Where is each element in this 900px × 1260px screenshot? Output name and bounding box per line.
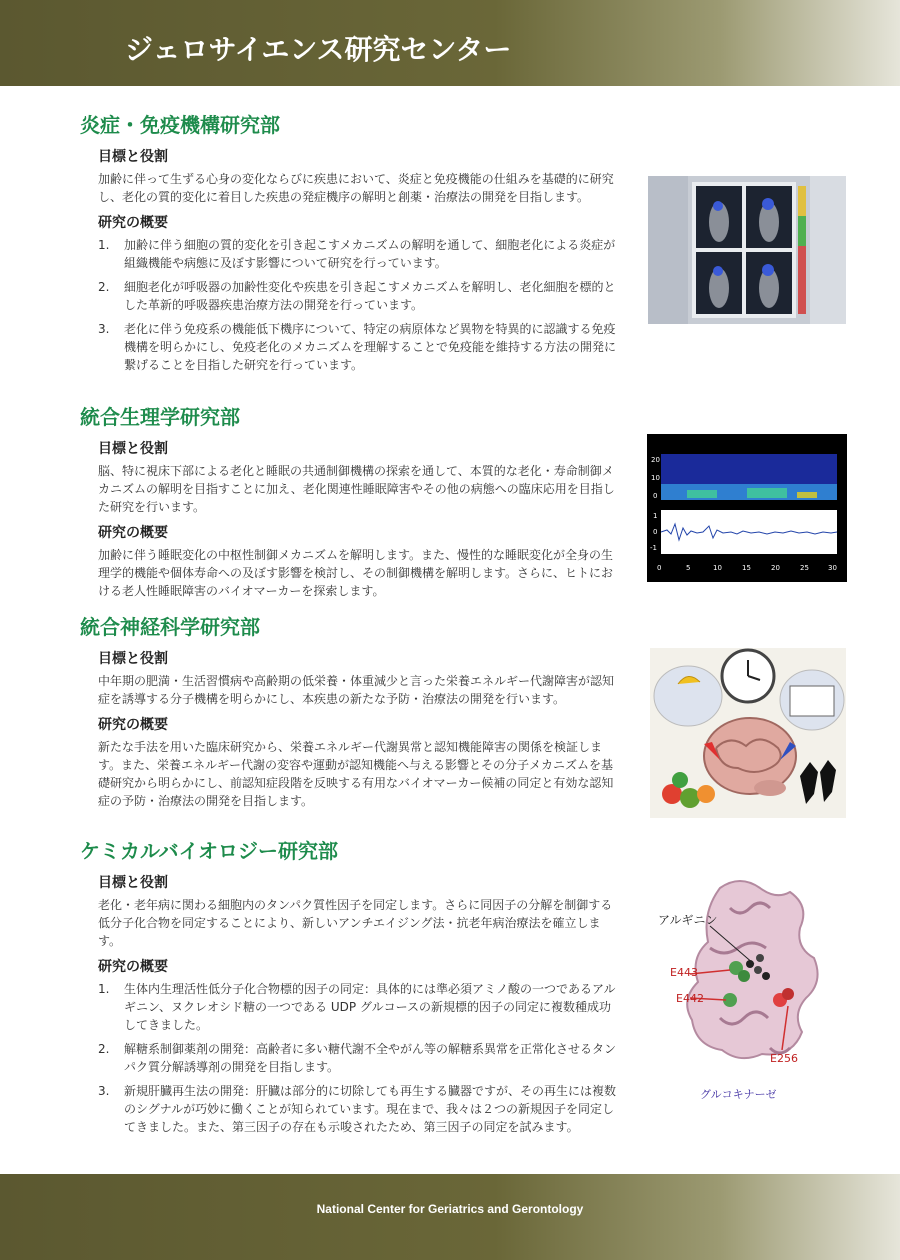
- item-text: 加齢に伴う細胞の質的変化を引き起こすメカニズムの解明を通して、細胞老化による炎症が組織機能や病態に及ぼす影響について研究を行っています。: [124, 238, 616, 270]
- list-item: [98, 320, 620, 374]
- list-item: [98, 1082, 620, 1136]
- tick-label: 0: [657, 564, 662, 572]
- footer-banner: [0, 1174, 900, 1260]
- list-item: [98, 1040, 620, 1076]
- tick-label: 20: [771, 564, 780, 572]
- e442-label: E442: [676, 992, 704, 1005]
- tick-label: 25: [800, 564, 809, 572]
- item-number: 2.: [98, 280, 110, 294]
- e256-label: E256: [770, 1052, 798, 1065]
- item-text: 老化に伴う免疫系の機能低下機序について、特定の病原体など異物を特異的に認識する免疫機構を明らかにし、免疫老化のメカニズムを理解することで免疫能を維持する方法の開発に繋げることを目指した研究を行っています。: [124, 322, 617, 372]
- item-number: 2.: [98, 1042, 110, 1056]
- section-title: 統合神経科学研究部: [80, 615, 260, 639]
- role-text: 老化・老年病に関わる細胞内のタンパク質性因子を同定します。さらに同因子の分解を制御する低分子化合物を同定することにより、新しいアンチエイジング法・抗老年病治療法を確立します。: [98, 898, 613, 948]
- glucokinase-structure-figure: [650, 868, 850, 1108]
- summary-text: 新たな手法を用いた臨床研究から、栄養エネルギー代謝異常と認知機能障害の関係を検証します。また、栄養エネルギー代謝の変容や運動が認知機能へ与える影響とその分子メカニズムを基礎研究から明らかにし、前認知症段階を反映する有用なバイオマーカー候補の同定と有効な認知症の予防・治療法の開発を目指します。: [98, 740, 614, 808]
- brain-lifestyle-illustration: [650, 648, 846, 818]
- summary-heading: 研究の概要: [98, 525, 168, 541]
- e443-label: E443: [670, 966, 698, 979]
- item-number: 3.: [98, 322, 110, 336]
- summary-heading: 研究の概要: [98, 215, 168, 231]
- section-title: 炎症・免疫機構研究部: [80, 113, 280, 137]
- tick-label: 0: [653, 492, 658, 500]
- tick-label: -1: [650, 544, 657, 552]
- page-title: ジェロサイエンス研究センター: [125, 33, 512, 66]
- footer-text: National Center for Geriatrics and Gerontology: [316, 1202, 584, 1216]
- role-text: 加齢に伴って生ずる心身の変化ならびに疾患において、炎症と免疫機能の仕組みを基礎的に研究し、老化の質的変化に着目した疾患の発症機序の解明と創薬・治療法の開発を目指します。: [98, 172, 614, 204]
- item-text: 新規肝臓再生法の開発：肝臓は部分的に切除しても再生する臓器ですが、その再生には複数のシグナルが巧妙に働くことが知られています。現在まで、我々は２つの新規因子を同定してきました。また、第三因子の存在も示唆されたため、第三因子の同定を試みます。: [124, 1084, 617, 1134]
- item-number: 1.: [98, 982, 110, 996]
- section-integrative-physiology: [80, 404, 620, 606]
- section-chemical-biology: [80, 838, 620, 1142]
- role-heading: 目標と役割: [98, 441, 168, 457]
- summary-heading: 研究の概要: [98, 959, 168, 975]
- section-integrative-neuroscience: [80, 614, 620, 816]
- list-item: [98, 278, 620, 314]
- tick-label: 0: [653, 528, 658, 536]
- arginine-label: アルギニン: [658, 913, 718, 927]
- list-item: [98, 980, 620, 1034]
- summary-list: [98, 980, 620, 1136]
- list-item: [98, 236, 620, 272]
- brain-illustration: [650, 648, 846, 818]
- tick-label: 10: [713, 564, 722, 572]
- role-heading: 目標と役割: [98, 651, 168, 667]
- section-inflammation-immunity: [80, 112, 620, 380]
- item-text: 生体内生理活性低分子化合物標的因子の同定：具体的には準必須アミノ酸の一つであるアルギニン、ヌクレオシド糖の一つである UDP グルコースの新規標的因子の同定に複数種成功してきました。: [124, 982, 616, 1032]
- summary-list: [98, 236, 620, 374]
- tick-label: 5: [686, 564, 691, 572]
- item-number: 3.: [98, 1084, 110, 1098]
- header-banner: [0, 0, 900, 86]
- section-title: 統合生理学研究部: [80, 405, 240, 429]
- item-text: 細胞老化が呼吸器の加齢性変化や疾患を引き起こすメカニズムを解明し、老化細胞を標的とした革新的呼吸器疾患治療方法の開発を行っています。: [124, 280, 616, 312]
- role-text: 中年期の肥満・生活習慣病や高齢期の低栄養・体重減少と言った栄養エネルギー代謝障害が認知症を誘導する分子機構を明らかにし、本疾患の新たな予防・治療法の開発を行います。: [98, 674, 615, 706]
- tick-label: 20: [651, 456, 660, 464]
- item-text: 解糖系制御薬剤の開発：高齢者に多い糖代謝不全やがん等の解糖系異常を正常化させるタンパク質分解誘導剤の開発を目指します。: [124, 1042, 617, 1074]
- section-title: ケミカルバイオロジー研究部: [80, 839, 338, 863]
- role-text: 脳、特に視床下部による老化と睡眠の共通制御機構の探索を通して、本質的な老化・寿命制御メカニズムの解明を目指すことに加え、老化関連性睡眠障害やその他の病態への臨床応用を目指した研究を行います。: [98, 464, 615, 514]
- tick-label: 10: [651, 474, 660, 482]
- summary-heading: 研究の概要: [98, 717, 168, 733]
- summary-text: 加齢に伴う睡眠変化の中枢性制御メカニズムを解明します。また、慢性的な睡眠変化が全身の生理学的機能や個体寿命への及ぼす影響を検討し、その制御機構を解明します。さらに、ヒトにおける老人性睡眠障害のバイオマーカーを探索します。: [98, 548, 614, 598]
- glucokinase-label: グルコキナーゼ: [700, 1088, 777, 1101]
- tick-label: 15: [742, 564, 751, 572]
- tick-label: 30: [828, 564, 837, 572]
- eeg-spectrogram-figure: [647, 434, 847, 582]
- item-number: 1.: [98, 238, 110, 252]
- role-heading: 目標と役割: [98, 875, 168, 891]
- tick-label: 1: [653, 512, 658, 520]
- protein-structure: [650, 868, 850, 1108]
- eeg-spectrogram: [647, 434, 847, 582]
- mouse-imaging-illustration: [648, 176, 846, 324]
- mouse-imaging-photo: [648, 176, 846, 324]
- role-heading: 目標と役割: [98, 149, 168, 165]
